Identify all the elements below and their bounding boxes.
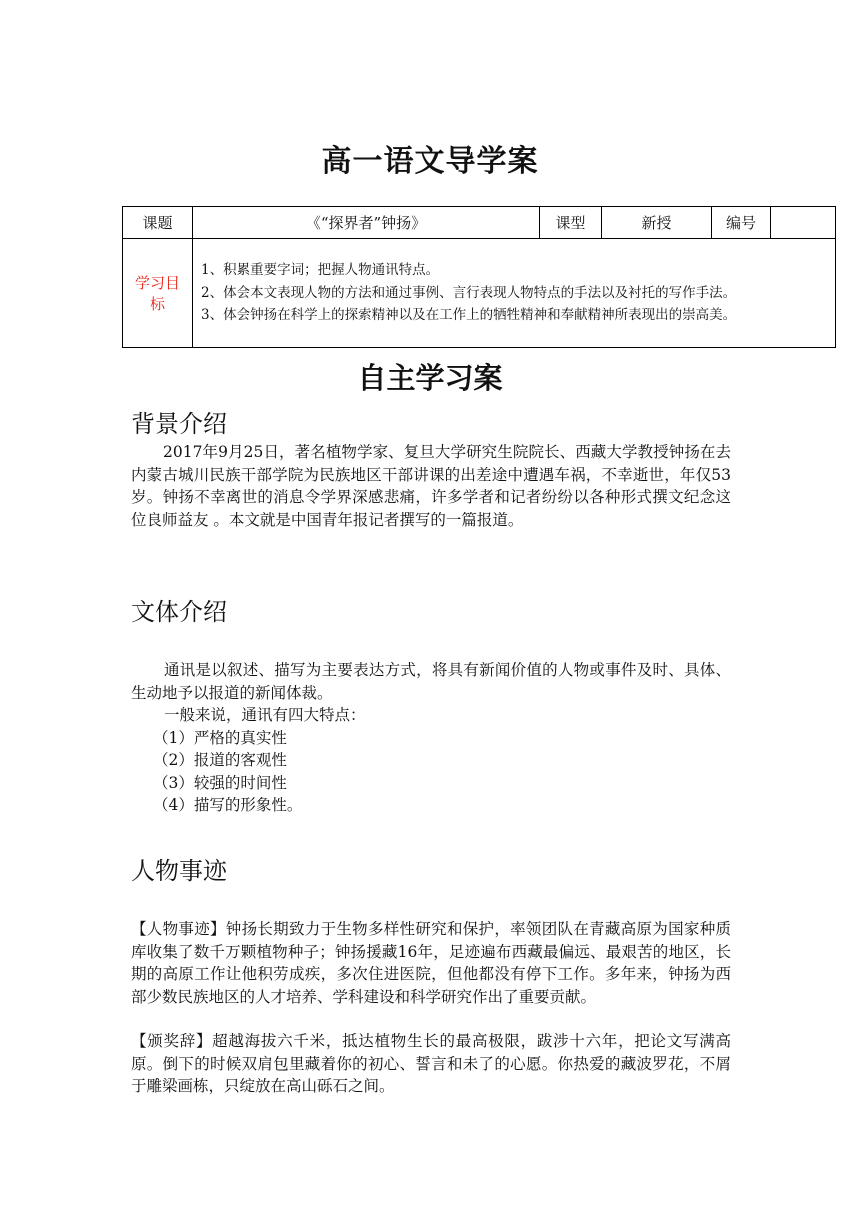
list-item: （1）严格的真实性 xyxy=(153,728,287,747)
document-title: 高一语文导学案 xyxy=(321,144,539,179)
goals-label: 学习目标 xyxy=(123,239,193,348)
genre-intro: 一般来说，通讯有四大特点： xyxy=(164,706,366,724)
list-item: （4）描写的形象性。 xyxy=(153,796,303,814)
goal-item: 1、积累重要字词；把握人物通讯特点。 xyxy=(201,262,440,279)
type-value: 新授 xyxy=(602,207,712,239)
deeds-heading: 人物事迹 xyxy=(131,857,227,885)
background-heading: 背景介绍 xyxy=(131,410,227,438)
list-item: （3）较强的时间性 xyxy=(153,773,287,792)
goal-item: 2、体会本文表现人物的方法和通过事例、言行表现人物特点的手法以及衬托的写作手法。 xyxy=(201,284,737,301)
award-paragraph: 【颁奖辞】超越海拔六千米，抵达植物生长的最高极限，跋涉十六年，把论文写满高原。倒下的时候双肩包里藏着你的初心、誓言和未了的心愿。你热爱的藏波罗花，不屑于雕梁画栋，只绽放在高山砾石之间。 xyxy=(131,1032,731,1095)
section-title: 自主学习案 xyxy=(357,361,503,395)
number-label: 编号 xyxy=(712,207,771,239)
type-label: 课型 xyxy=(540,207,602,239)
info-table xyxy=(122,206,836,348)
deeds-paragraph: 【人物事迹】钟扬长期致力于生物多样性研究和保护，率领团队在青藏高原为国家种质库收集了数千万颗植物种子；钟扬援藏16年，足迹遍布西藏最偏远、最艰苦的地区，长期的高原工作让他积劳成疾，多次住进医院，但他都没有停下工作。多年来，钟扬为西部少数民族地区的人才培养、学科建设和科学研究作出了重要贡献。 xyxy=(131,920,731,1006)
goal-item: 3、体会钟扬在科学上的探索精神以及在工作上的牺牲精神和奉献精神所表现出的崇高美。 xyxy=(201,307,737,324)
genre-text: 通讯是以叙述、描写为主要表达方式，将具有新闻价值的人物或事件及时、具体、生动地予以报道的新闻体裁。 xyxy=(131,661,731,702)
background-text: 2017年9月25日，著名植物学家、复旦大学研究生院院长、西藏大学教授钟扬在去内蒙古城川民族干部学院为民族地区干部讲课的出差途中遭遇车祸，不幸逝世，年仅53岁。钟扬不幸离世的消息令学界深感悲痛，许多学者和记者纷纷以各种形式撰文纪念这位良师益友 。本文就是中国青年报记者撰写的一篇报道。 xyxy=(131,443,731,529)
genre-list xyxy=(131,704,731,817)
topic-label: 课题 xyxy=(123,207,193,239)
genre-heading: 文体介绍 xyxy=(131,598,227,626)
topic-value: 《“探界者”钟扬》 xyxy=(193,207,540,239)
list-item: （2）报道的客观性 xyxy=(153,751,287,769)
goals-cell xyxy=(193,239,836,348)
number-value xyxy=(771,207,836,239)
